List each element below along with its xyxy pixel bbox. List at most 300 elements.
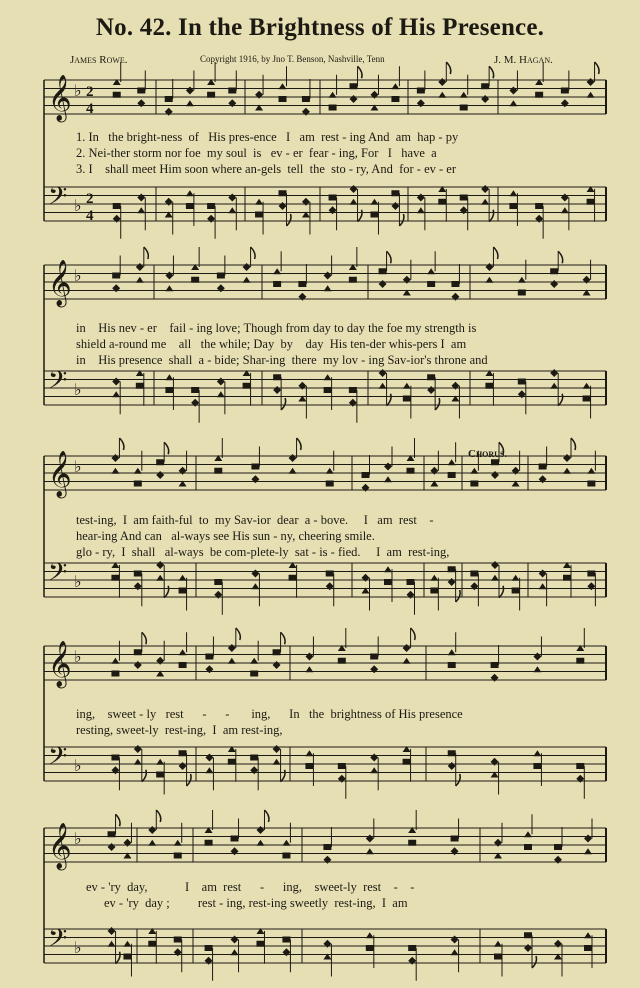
note-head <box>231 949 239 955</box>
note-head <box>563 575 571 581</box>
note-head <box>302 108 310 116</box>
note-flag <box>446 62 451 74</box>
note-flag <box>558 251 563 263</box>
note-flag <box>558 394 563 406</box>
note-head <box>165 108 173 116</box>
note-head <box>427 281 435 287</box>
note-head <box>134 745 142 753</box>
note-head <box>370 212 378 218</box>
note-head <box>186 100 194 106</box>
note-head <box>251 464 259 470</box>
note-head <box>539 583 547 589</box>
bass-clef-icon: 𝄢 <box>48 558 68 593</box>
note-head <box>417 194 425 202</box>
note-flag <box>358 210 363 222</box>
note-head <box>451 847 459 855</box>
note-head <box>384 579 392 585</box>
note-head <box>338 658 346 664</box>
note-head <box>448 750 456 756</box>
lyric-line: 3. I shall meet Him soon where an-gels tell the sto - ry, And for - ev - er <box>76 162 456 176</box>
note-head <box>583 383 591 389</box>
note-head <box>535 92 543 98</box>
note-head <box>273 759 281 765</box>
note-head <box>533 750 541 756</box>
lyric-line: ev - 'ry day ; rest - ing, rest-ing sweetly rest-ing, I am <box>104 896 408 910</box>
note-head <box>112 391 120 397</box>
note-head <box>156 471 164 479</box>
note-head <box>323 940 331 948</box>
note-head <box>256 826 264 834</box>
note-head <box>205 654 213 660</box>
note-head <box>584 848 592 854</box>
treble-clef-icon: 𝄞 <box>48 451 72 497</box>
flat-sign-icon: ♭ <box>74 938 82 957</box>
note-head <box>349 399 357 407</box>
note-head <box>460 92 468 98</box>
time-signature: 4 <box>86 101 94 117</box>
note-head <box>134 759 142 765</box>
note-head <box>179 649 187 655</box>
note-head <box>587 582 595 590</box>
note-head <box>408 840 416 846</box>
note-head <box>362 484 370 492</box>
note-head <box>148 840 156 846</box>
note-flag <box>142 632 147 644</box>
note-head <box>205 665 213 673</box>
note-head <box>273 661 281 669</box>
note-head <box>255 199 263 205</box>
note-head <box>481 95 489 103</box>
note-head <box>408 945 416 951</box>
note-head <box>305 666 313 672</box>
note-head <box>379 383 387 389</box>
note-head <box>448 472 456 478</box>
note-head <box>228 658 236 664</box>
treble-clef-icon: 𝄞 <box>48 641 72 687</box>
note-head <box>370 654 378 660</box>
lyric-line: ev - 'ry day, I am rest - ing, sweet-ly rest - - <box>86 880 415 894</box>
note-head <box>494 941 502 947</box>
note-head <box>554 940 562 948</box>
note-head <box>108 831 116 837</box>
treble-clef-icon: 𝄞 <box>48 75 72 121</box>
note-head <box>324 285 332 291</box>
note-head <box>561 88 569 94</box>
bass-clef-icon: 𝄢 <box>48 742 68 777</box>
note-head <box>448 578 456 586</box>
note-head <box>179 575 187 581</box>
note-head <box>134 582 142 590</box>
note-head <box>448 649 456 655</box>
note-head <box>191 277 199 283</box>
note-head <box>282 840 290 846</box>
note-head <box>403 658 411 664</box>
note-head <box>329 206 337 214</box>
note-head <box>379 280 387 288</box>
note-head <box>583 276 591 284</box>
note-head <box>329 92 337 98</box>
note-head <box>179 750 187 756</box>
note-head <box>279 96 287 102</box>
note-head <box>217 284 225 292</box>
note-head <box>384 566 392 572</box>
note-head <box>430 588 438 594</box>
note-head <box>136 263 144 271</box>
note-head <box>326 571 334 577</box>
note-head <box>323 856 331 864</box>
note-head <box>137 194 145 202</box>
note-head <box>535 215 543 223</box>
note-head <box>136 383 144 389</box>
note-head <box>228 759 236 765</box>
note-head <box>509 190 517 196</box>
lyric-line: shield a-round me all the while; Day by day His ten-der whis-pers I am <box>76 337 467 351</box>
note-flag <box>187 774 192 786</box>
note-head <box>256 941 264 947</box>
note-head <box>134 571 142 577</box>
note-head <box>111 454 119 462</box>
note-head <box>228 194 236 202</box>
note-head <box>535 203 543 209</box>
note-head <box>273 745 281 753</box>
note-head <box>243 383 251 389</box>
note-head <box>362 574 370 582</box>
note-head <box>324 374 332 380</box>
note-head <box>305 653 313 661</box>
flat-sign-icon: ♭ <box>74 457 82 476</box>
note-head <box>391 83 399 89</box>
note-head <box>251 570 259 578</box>
note-flag <box>532 956 537 968</box>
note-head <box>403 396 411 402</box>
note-head <box>112 378 120 386</box>
note-head <box>273 281 281 287</box>
note-flag <box>489 210 494 222</box>
note-head <box>179 588 187 594</box>
note-head <box>228 644 236 652</box>
note-head <box>251 475 259 483</box>
note-head <box>108 927 116 935</box>
note-head <box>298 293 306 301</box>
note-head <box>123 941 131 947</box>
lyric-line: 2. Nei-ther storm nor foe my soul is ev - er fear - ing, For I have a <box>76 146 437 160</box>
note-head <box>289 468 297 474</box>
flat-sign-icon: ♭ <box>74 196 82 215</box>
note-head <box>561 194 569 202</box>
note-head <box>370 754 378 762</box>
note-head <box>186 203 194 209</box>
note-flag <box>499 586 504 598</box>
note-head <box>550 369 558 377</box>
note-head <box>491 459 499 465</box>
lyric-line: hear-ing And can al-ways see His sun - ny, cheering smile. <box>76 529 375 543</box>
note-head <box>576 763 584 769</box>
note-head <box>539 570 547 578</box>
note-head <box>205 767 213 773</box>
note-head <box>165 96 173 102</box>
note-head <box>438 199 446 205</box>
time-signature: 4 <box>86 208 94 224</box>
note-flag <box>489 66 494 78</box>
note-head <box>250 671 258 677</box>
note-head <box>491 758 499 766</box>
note-head <box>460 105 468 111</box>
note-head <box>448 459 456 465</box>
note-head <box>451 936 459 944</box>
note-head <box>207 92 215 98</box>
note-head <box>350 95 358 103</box>
note-flag <box>493 247 498 259</box>
note-head <box>108 843 116 851</box>
note-head <box>165 272 173 280</box>
note-head <box>533 666 541 672</box>
note-head <box>533 653 541 661</box>
note-flag <box>435 398 440 410</box>
note-head <box>326 481 334 487</box>
note-head <box>518 277 526 283</box>
bass-clef-icon: 𝄢 <box>48 924 68 959</box>
note-head <box>231 847 239 855</box>
note-head <box>451 293 459 301</box>
note-head <box>512 588 520 594</box>
note-head <box>485 383 493 389</box>
note-head <box>134 481 142 487</box>
note-head <box>279 83 287 89</box>
note-head <box>403 276 411 284</box>
note-head <box>273 649 281 655</box>
lyric-line: in His nev - er fail - ing love; Though from day to day the foe my strength is <box>76 321 477 335</box>
note-head <box>407 579 415 585</box>
note-head <box>137 88 145 94</box>
note-head <box>391 202 399 210</box>
note-head <box>217 378 225 386</box>
note-head <box>298 281 306 287</box>
note-head <box>174 948 182 956</box>
note-head <box>427 268 435 274</box>
note-head <box>136 277 144 283</box>
hymn-title: No. 42. In the Brightness of His Presence. <box>95 14 545 41</box>
note-head <box>214 591 222 599</box>
flat-sign-icon: ♭ <box>74 829 82 848</box>
note-head <box>451 281 459 287</box>
note-head <box>485 277 493 283</box>
flat-sign-icon: ♭ <box>74 266 82 285</box>
note-head <box>417 99 425 107</box>
note-head <box>366 848 374 854</box>
note-flag <box>251 247 255 259</box>
note-head <box>289 454 297 462</box>
note-head <box>491 471 499 479</box>
note-flag <box>595 62 600 74</box>
note-head <box>350 199 358 205</box>
note-head <box>563 454 571 462</box>
note-head <box>250 658 258 664</box>
note-head <box>111 658 119 664</box>
note-head <box>407 591 415 599</box>
note-head <box>165 198 173 206</box>
author-credit: James Rowe. <box>70 54 128 66</box>
note-head <box>491 662 499 668</box>
note-head <box>205 754 213 762</box>
note-head <box>324 272 332 280</box>
note-flag <box>116 814 121 826</box>
note-head <box>417 207 425 213</box>
note-head <box>512 575 520 581</box>
note-head <box>366 835 374 843</box>
note-head <box>427 374 435 380</box>
note-head <box>134 661 142 669</box>
note-flag <box>358 66 363 78</box>
note-flag <box>571 438 576 450</box>
note-head <box>494 954 502 960</box>
note-head <box>470 481 478 487</box>
note-head <box>273 268 281 274</box>
note-head <box>298 382 306 390</box>
note-head <box>323 844 331 850</box>
note-flag <box>164 442 169 454</box>
note-head <box>179 467 187 475</box>
note-head <box>584 932 592 938</box>
note-head <box>491 561 499 569</box>
note-head <box>576 658 584 664</box>
flat-sign-icon: ♭ <box>74 647 82 666</box>
note-head <box>112 284 120 292</box>
note-flag <box>287 214 292 226</box>
note-flag <box>411 628 416 640</box>
lyric-line: ing, sweet - ly rest - - ing, In the brightness of His presence <box>76 707 463 721</box>
note-head <box>113 203 121 209</box>
note-head <box>554 844 562 850</box>
note-head <box>305 763 313 769</box>
note-head <box>186 87 194 95</box>
note-head <box>550 280 558 288</box>
flat-sign-icon: ♭ <box>74 572 82 591</box>
note-flag <box>236 628 241 640</box>
note-head <box>111 575 119 581</box>
note-head <box>587 92 595 98</box>
note-head <box>214 579 222 585</box>
note-head <box>256 840 264 846</box>
note-head <box>460 195 468 201</box>
note-head <box>370 199 378 205</box>
note-head <box>165 387 173 393</box>
note-head <box>583 396 591 402</box>
note-head <box>448 566 456 572</box>
note-head <box>563 468 571 474</box>
note-head <box>338 763 346 769</box>
note-head <box>350 185 358 193</box>
note-head <box>302 96 310 102</box>
note-head <box>148 826 156 834</box>
note-head <box>587 78 595 86</box>
note-head <box>509 100 517 106</box>
note-head <box>111 468 119 474</box>
note-head <box>273 386 281 394</box>
note-head <box>205 945 213 951</box>
note-head <box>438 92 446 98</box>
lyric-line: glo - ry, I shall al-ways be com-plete-ly sat - is - fied. I am rest-ing, <box>76 545 450 559</box>
note-head <box>207 215 215 223</box>
note-head <box>576 775 584 783</box>
note-flag <box>456 774 461 786</box>
note-head <box>561 207 569 213</box>
note-head <box>228 207 236 213</box>
note-head <box>273 374 281 380</box>
note-head <box>509 203 517 209</box>
note-head <box>174 937 182 943</box>
note-head <box>561 99 569 107</box>
note-head <box>417 88 425 94</box>
note-flag <box>142 770 147 782</box>
note-head <box>207 203 215 209</box>
note-head <box>379 369 387 377</box>
note-head <box>554 856 562 864</box>
note-head <box>587 199 595 205</box>
lyric-line: 1. In the bright-ness of His pres-ence I am rest - ing And am hap - py <box>76 130 459 144</box>
note-head <box>191 387 199 393</box>
note-head <box>349 277 357 283</box>
treble-clef-icon: 𝄞 <box>48 260 72 306</box>
note-head <box>481 199 489 205</box>
note-head <box>451 836 459 842</box>
note-head <box>148 941 156 947</box>
treble-clef-icon: 𝄞 <box>48 823 72 869</box>
note-head <box>384 463 392 471</box>
note-head <box>524 844 532 850</box>
note-head <box>231 936 239 944</box>
note-head <box>491 674 499 682</box>
note-head <box>470 582 478 590</box>
flat-sign-icon: ♭ <box>74 756 82 775</box>
note-head <box>279 202 287 210</box>
note-head <box>403 644 411 652</box>
flat-sign-icon: ♭ <box>74 380 82 399</box>
note-head <box>329 195 337 201</box>
note-head <box>403 759 411 765</box>
note-head <box>524 932 532 938</box>
note-head <box>524 831 532 837</box>
note-head <box>470 468 478 474</box>
note-head <box>179 662 187 668</box>
note-head <box>250 755 258 761</box>
composer-credit: J. M. Hagan. <box>494 54 553 66</box>
note-head <box>491 575 499 581</box>
note-head <box>289 575 297 581</box>
note-flag <box>387 251 392 263</box>
note-head <box>329 105 337 111</box>
note-flag <box>156 810 161 822</box>
note-head <box>165 374 173 380</box>
note-flag <box>116 952 121 964</box>
bass-clef-icon: 𝄢 <box>48 366 68 401</box>
note-flag <box>387 394 392 406</box>
lyric-line: test-ing, I am faith-ful to my Sav-ior dear a - bove. I am rest - <box>76 513 434 527</box>
note-head <box>305 750 313 756</box>
note-head <box>191 399 199 407</box>
copyright-notice: Copyright 1916, by Jno T. Benson, Nashville, Tenn <box>200 54 385 64</box>
note-head <box>123 839 131 847</box>
note-head <box>391 190 399 196</box>
note-head <box>134 468 142 474</box>
bass-clef-icon: 𝄢 <box>48 182 68 217</box>
note-head <box>518 290 526 296</box>
note-head <box>460 206 468 214</box>
note-head <box>509 87 517 95</box>
note-flag <box>281 632 286 644</box>
note-flag <box>456 590 461 602</box>
note-head <box>255 91 263 99</box>
note-head <box>350 83 358 89</box>
